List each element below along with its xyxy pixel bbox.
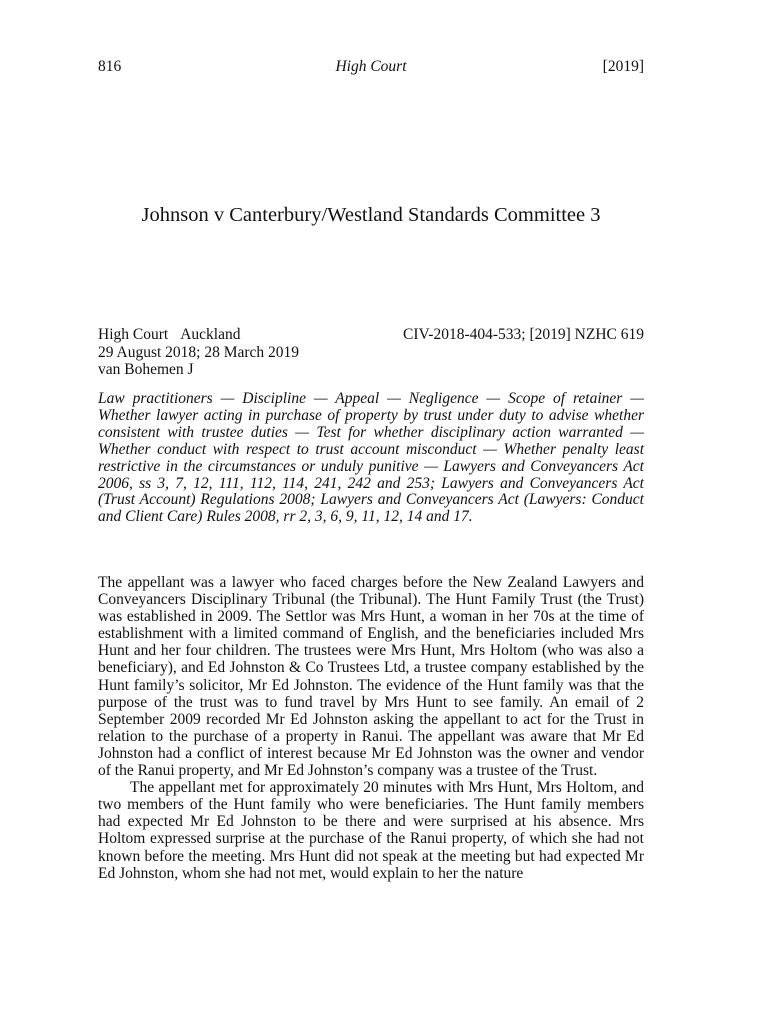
court-location: Auckland: [180, 326, 241, 343]
headnote-body: [98, 574, 644, 882]
case-citation: CIV-2018-404-533; [2019] NZHC 619: [403, 326, 644, 343]
headnote-paragraph: The appellant met for approximately 20 minutes with Mrs Hunt, Mrs Holtom, and two members of the Hunt family who were beneficiaries. The Hunt family members had expected Mr Ed Johnston to be there and were surprised at his absence. Mrs Holtom expressed surprise at the purchase of the Ranui property, of which she had not known before the meeting. Mrs Hunt did not speak at the meeting but had expected Mr Ed Johnston, whom she had not met, would explain to her the nature: [98, 779, 644, 882]
report-year: [2019]: [602, 58, 644, 75]
running-title: High Court: [335, 58, 407, 75]
headnote-paragraph: The appellant was a lawyer who faced charges before the New Zealand Lawyers and Conveyancers Disciplinary Tribunal (the Tribunal). The Hunt Family Trust (the Trust) was established in 2009. The Settlor was Mrs Hunt, a woman in her 70s at the time of establishment with a limited command of English, and the beneficiaries included Mrs Hunt and her four children. The trustees were Mrs Hunt, Mrs Holtom (who was also a beneficiary), and Ed Johnston & Co Trustees Ltd, a trustee company established by the Hunt family’s solicitor, Mr Ed Johnston. The evidence of the Hunt family was that the purpose of the trust was to fund travel by Mrs Hunt to see family. An email of 2 September 2009 recorded Mr Ed Johnston asking the appellant to act for the Trust in relation to the purchase of a property in Ranui. The appellant was aware that Mr Ed Johnston had a conflict of interest because Mr Ed Johnston was the owner and vendor of the Ranui property, and Mr Ed Johnston’s company was a trustee of the Trust.: [98, 574, 644, 780]
court-name: High Court: [98, 326, 169, 343]
page-header: [98, 58, 644, 80]
judge-name: van Bohemen J: [98, 361, 194, 378]
case-title: Johnson v Canterbury/Westland Standards Committee 3: [141, 204, 601, 226]
hearing-dates: 29 August 2018; 28 March 2019: [98, 343, 300, 361]
catchwords: Law practitioners — Discipline — Appeal — Negligence — Scope of retainer — Whether lawyer acting in purchase of property by trust under duty to advise whether consistent with trustee duties — Test for whether disciplinary action warranted — Whether conduct with respect to trust account misconduct — Whether penalty least restrictive in the circumstances or unduly punitive — Lawyers and Conveyancers Act 2006, ss 3, 7, 12, 111, 112, 114, 241, 242 and 253; Lawyers and Conveyancers Act (Trust Account) Regulations 2008; Lawyers and Conveyancers Act (Lawyers: Conduct and Client Care) Rules 2008, rr 2, 3, 6, 9, 11, 12, 14 and 17.: [98, 390, 644, 526]
case-metadata: [98, 326, 644, 379]
page-number: 816: [98, 58, 122, 75]
